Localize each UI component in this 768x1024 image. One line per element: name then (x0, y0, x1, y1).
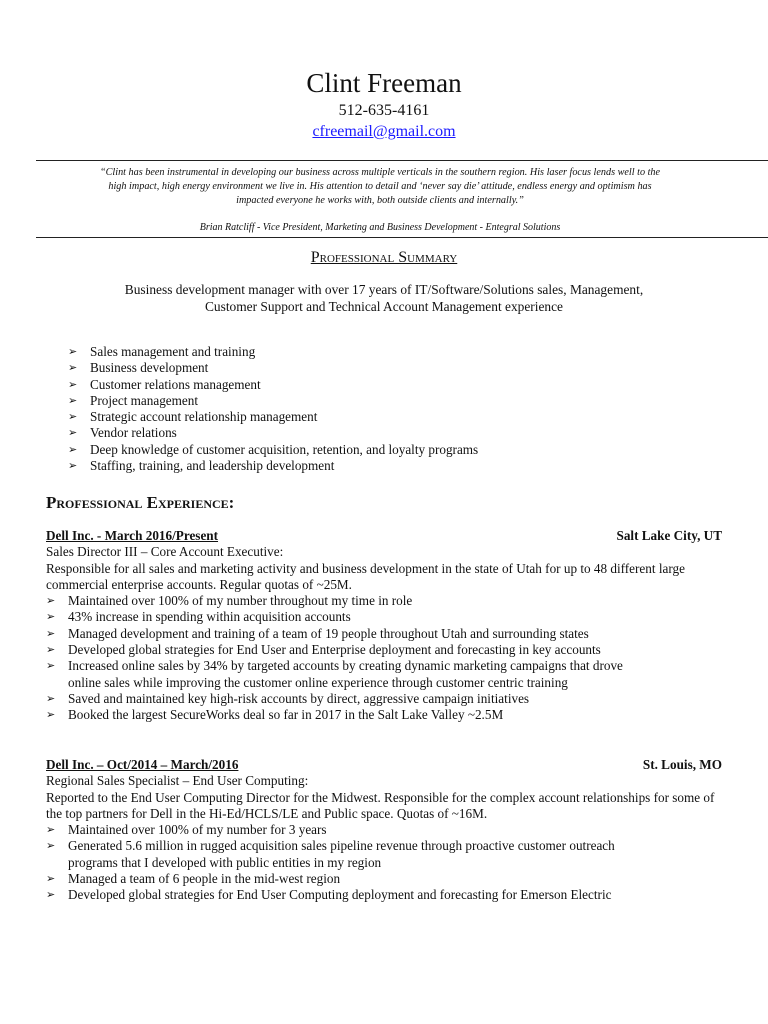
skill-item: ➢ Deep knowledge of customer acquisition, retention, and loyalty programs (68, 442, 708, 458)
achievement-item: ➢ Booked the largest SecureWorks deal so far in 2017 in the Salt Lake Valley ~2.5M (46, 707, 656, 723)
job-achievements (46, 593, 656, 723)
resume-header (0, 66, 768, 143)
candidate-name: Clint Freeman (306, 68, 462, 98)
testimonial-attribution: Brian Ratcliff - Vice President, Marketing and Business Development - Entegral Solutions (199, 222, 561, 233)
phone-number: 512-635-4161 (338, 102, 430, 119)
experience-heading: Professional Experience: (46, 493, 235, 512)
job-header (46, 528, 722, 544)
skills-list (68, 344, 708, 474)
job-location: Salt Lake City, UT (616, 528, 722, 543)
achievement-item: ➢ Managed development and training of a team of 19 people throughout Utah and surrounding states (46, 626, 656, 642)
job-entry (46, 528, 722, 724)
achievement-item: ➢ Maintained over 100% of my number for 3 years (46, 822, 656, 838)
skill-item: ➢ Strategic account relationship management (68, 409, 708, 425)
achievement-item: ➢ Managed a team of 6 people in the mid-west region (46, 871, 656, 887)
job-achievements (46, 822, 656, 903)
skill-item: ➢ Vendor relations (68, 425, 708, 441)
testimonial-quote: “Clint has been instrumental in developing our business across multiple verticals in the southern region. His laser focus lends well to the high impact, high energy environment we live in. His attention to detail and ‘never say die’ attitude, endless energy and optimism has impacted everyone he works with, both outside clients and internally.” (99, 167, 661, 206)
achievement-item: ➢ Maintained over 100% of my number throughout my time in role (46, 593, 656, 609)
skill-item: ➢ Sales management and training (68, 344, 708, 360)
achievement-item: ➢ Generated 5.6 million in rugged acquisition sales pipeline revenue through proactive customer outreach programs that I developed with public entities in my region (46, 838, 656, 871)
job-description: Responsible for all sales and marketing activity and business development in the state of Utah for up to 48 different large commercial enterprise accounts. Regular quotas of ~25M. (46, 560, 685, 592)
achievement-item: ➢ Increased online sales by 34% by targeted accounts by creating dynamic marketing campaigns that drove online sales while improving the customer online experience through customer centric training (46, 658, 656, 691)
summary-heading-text: Professional Summary (310, 249, 458, 266)
achievement-item: ➢ 43% increase in spending within acquisition accounts (46, 609, 656, 625)
job-company: Dell Inc. - March 2016/Present (46, 528, 219, 543)
email-link[interactable]: cfreemail@gmail.com (312, 123, 456, 140)
job-role: Regional Sales Specialist – End User Computing: (46, 773, 309, 789)
skill-item: ➢ Customer relations management (68, 377, 708, 393)
skill-item: ➢ Project management (68, 393, 708, 409)
achievement-item: ➢ Saved and maintained key high-risk accounts by direct, aggressive campaign initiatives (46, 691, 656, 707)
job-entry (46, 757, 722, 904)
skill-item: ➢ Business development (68, 360, 708, 376)
divider-top (36, 160, 768, 161)
summary-paragraph: Business development manager with over 17 years of IT/Software/Solutions sales, Management, Customer Support and Technical Account Management experience (124, 282, 644, 314)
skill-item: ➢ Staffing, training, and leadership development (68, 458, 708, 474)
job-role: Sales Director III – Core Account Executive: (46, 544, 284, 560)
job-header (46, 757, 722, 773)
job-description: Reported to the End User Computing Director for the Midwest. Responsible for the complex account relationships for some of the top partners for Dell in the Hi-Ed/HCLS/LE and Public space. Quotas of ~16M. (46, 789, 715, 821)
job-location: St. Louis, MO (642, 757, 722, 772)
divider-bottom (36, 237, 768, 238)
achievement-item: ➢ Developed global strategies for End User Computing deployment and forecasting for Emerson Electric (46, 887, 656, 903)
achievement-item: ➢ Developed global strategies for End User and Enterprise deployment and forecasting in key accounts (46, 642, 656, 658)
summary-heading (0, 248, 768, 268)
job-company: Dell Inc. – Oct/2014 – March/2016 (46, 757, 239, 772)
